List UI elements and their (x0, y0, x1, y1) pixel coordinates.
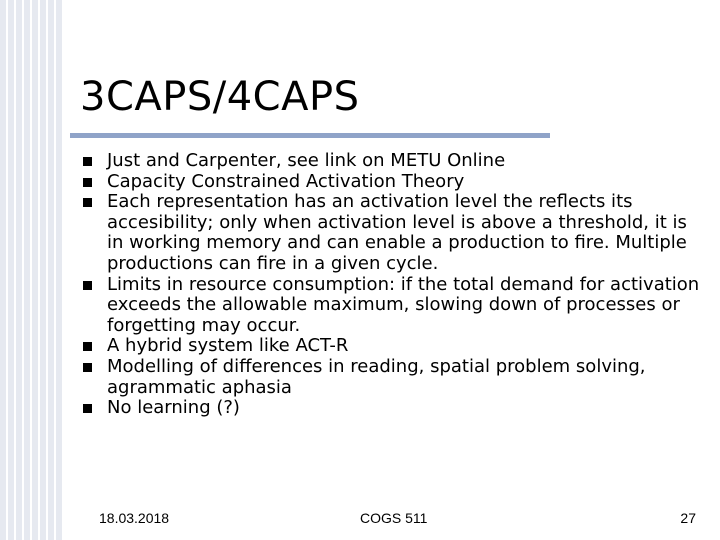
list-item (78, 192, 708, 274)
list-item (78, 336, 708, 357)
bullet-list (78, 151, 708, 419)
square-bullet-icon (83, 157, 92, 166)
bullet-text: A hybrid system like ACT-R (107, 335, 349, 357)
decorative-side-stripes (0, 0, 64, 540)
square-bullet-icon (83, 198, 92, 207)
list-item (78, 398, 708, 419)
bullet-text: Each representation has an activation level the reflects its accesibility; only when activation level is above a threshold, it is in working memory and can enable a production to fire. Multiple productions can fire in a given cycle. (107, 191, 687, 274)
slide-title: 3CAPS/4CAPS (80, 74, 360, 120)
square-bullet-icon (83, 281, 92, 290)
square-bullet-icon (83, 178, 92, 187)
list-item (78, 151, 708, 172)
footer-course: COGS 511 (360, 510, 428, 526)
bullet-text: No learning (?) (107, 397, 240, 419)
list-item (78, 357, 708, 398)
square-bullet-icon (83, 342, 92, 351)
footer-date: 18.03.2018 (99, 510, 170, 526)
list-item (78, 172, 708, 193)
square-bullet-icon (83, 363, 92, 372)
square-bullet-icon (83, 404, 92, 413)
bullet-text: Limits in resource consumption: if the total demand for activation exceeds the allowable maximum, slowing down of processes or forgetting may occur. (107, 273, 700, 336)
title-underline (70, 133, 550, 138)
bullet-text: Just and Carpenter, see link on METU Online (107, 150, 506, 171)
footer-page-number: 27 (680, 510, 696, 526)
list-item (78, 275, 708, 337)
bullet-text: Capacity Constrained Activation Theory (107, 170, 465, 192)
bullet-text: Modelling of differences in reading, spatial problem solving, agrammatic aphasia (107, 355, 646, 398)
